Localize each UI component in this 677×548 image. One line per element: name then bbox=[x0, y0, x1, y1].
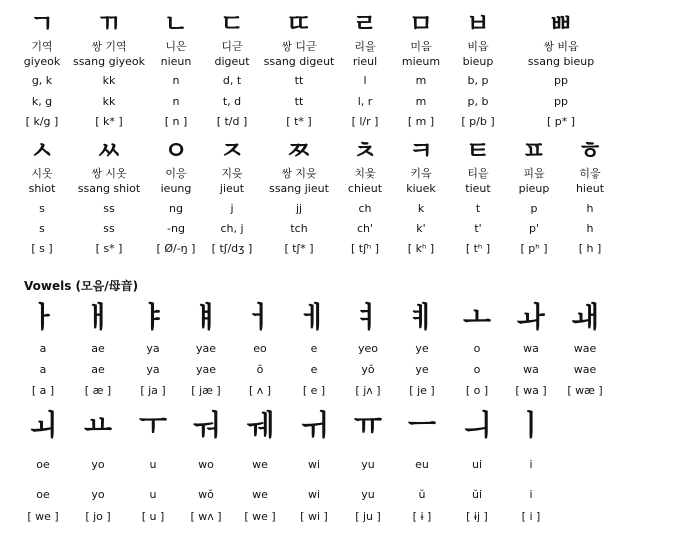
ipa: [ p* ] bbox=[546, 115, 576, 128]
revised-romanization: yae bbox=[195, 363, 217, 376]
letter-name: 니은 bbox=[165, 40, 187, 53]
hangul-glyph: ㅣ bbox=[516, 408, 546, 442]
hangul-glyph: ㅁ bbox=[408, 9, 434, 38]
revised-romanization: o bbox=[473, 363, 481, 376]
revised-romanization: we bbox=[252, 488, 268, 501]
ipa: [ tʃ* ] bbox=[284, 242, 314, 255]
ipa: [ wæ ] bbox=[567, 384, 603, 397]
transliteration: jj bbox=[295, 202, 303, 215]
revised-romanization: ya bbox=[146, 363, 160, 376]
hangul-glyph: ㅇ bbox=[163, 136, 189, 165]
ipa: [ wʌ ] bbox=[190, 510, 222, 523]
transliteration: t bbox=[475, 202, 481, 215]
transliteration: h bbox=[586, 202, 594, 215]
revised-romanization: ŏ bbox=[256, 363, 264, 376]
ipa: [ t/d ] bbox=[216, 115, 248, 128]
letter-romanized-name: ssang shiot bbox=[77, 182, 141, 195]
letter-name: 지읒 bbox=[221, 167, 243, 180]
revised-romanization: s bbox=[39, 222, 45, 235]
transliteration: yae bbox=[195, 342, 217, 355]
transliteration: n bbox=[172, 74, 180, 87]
letter-romanized-name: ssang digeut bbox=[263, 55, 335, 68]
ipa: [ o ] bbox=[465, 384, 489, 397]
ipa: [ wi ] bbox=[300, 510, 328, 523]
revised-romanization: ch, j bbox=[220, 222, 244, 235]
revised-romanization: kk bbox=[102, 95, 116, 108]
transliteration: wae bbox=[573, 342, 597, 355]
revised-romanization: wae bbox=[573, 363, 597, 376]
hangul-glyph: ㅛ bbox=[83, 408, 113, 442]
hangul-glyph: ㄹ bbox=[352, 9, 378, 38]
ipa: [ we ] bbox=[244, 510, 276, 523]
transliteration: ae bbox=[91, 342, 105, 355]
letter-romanized-name: kiuek bbox=[406, 182, 436, 195]
ipa: [ tʃ/dʒ ] bbox=[211, 242, 253, 255]
ipa: [ s ] bbox=[31, 242, 53, 255]
letter-name: 이응 bbox=[165, 167, 187, 180]
transliteration: yeo bbox=[357, 342, 379, 355]
transliteration: ch bbox=[358, 202, 372, 215]
transliteration: eu bbox=[415, 458, 429, 471]
letter-name: 쌍 비읍 bbox=[543, 40, 579, 53]
revised-romanization: ch' bbox=[356, 222, 374, 235]
hangul-glyph: ㅒ bbox=[191, 300, 221, 334]
hangul-glyph: ㅟ bbox=[299, 408, 329, 442]
hangul-glyph: ㄷ bbox=[219, 9, 245, 38]
ipa: [ je ] bbox=[409, 384, 435, 397]
letter-name: 키읔 bbox=[410, 167, 432, 180]
ipa: [ i ] bbox=[521, 510, 541, 523]
letter-romanized-name: bieup bbox=[462, 55, 494, 68]
letter-name: 기역 bbox=[31, 40, 53, 53]
transliteration: kk bbox=[102, 74, 116, 87]
ipa: [ m ] bbox=[407, 115, 435, 128]
ipa: [ ja ] bbox=[140, 384, 166, 397]
revised-romanization: k, g bbox=[31, 95, 53, 108]
revised-romanization: u bbox=[149, 488, 157, 501]
hangul-glyph: ㅌ bbox=[465, 136, 491, 165]
ipa: [ k/g ] bbox=[25, 115, 59, 128]
ipa: [ u ] bbox=[141, 510, 165, 523]
transliteration: p bbox=[530, 202, 538, 215]
ipa: [ pʰ ] bbox=[520, 242, 548, 255]
hangul-glyph: ㄴ bbox=[163, 9, 189, 38]
hangul-glyph: ㅍ bbox=[521, 136, 547, 165]
revised-romanization: wi bbox=[307, 488, 321, 501]
transliteration: ya bbox=[146, 342, 160, 355]
hangul-glyph: ㅢ bbox=[462, 408, 492, 442]
revised-romanization: t' bbox=[474, 222, 482, 235]
ipa: [ jæ ] bbox=[191, 384, 221, 397]
transliteration: yo bbox=[91, 458, 105, 471]
hangul-glyph: ㅝ bbox=[191, 408, 221, 442]
revised-romanization: pp bbox=[554, 95, 568, 108]
revised-romanization: h bbox=[586, 222, 594, 235]
revised-romanization: p, b bbox=[467, 95, 489, 108]
hangul-glyph: ㅈ bbox=[219, 136, 245, 165]
transliteration: pp bbox=[554, 74, 568, 87]
ipa: [ h ] bbox=[578, 242, 602, 255]
revised-romanization: ye bbox=[415, 363, 429, 376]
hangul-glyph: ㅆ bbox=[96, 136, 122, 165]
revised-romanization: ae bbox=[91, 363, 105, 376]
hangul-glyph: ㄱ bbox=[29, 9, 55, 38]
letter-romanized-name: nieun bbox=[160, 55, 192, 68]
transliteration: ui bbox=[471, 458, 483, 471]
ipa: [ ɨj ] bbox=[466, 510, 488, 523]
ipa: [ k* ] bbox=[95, 115, 123, 128]
letter-romanized-name: rieul bbox=[352, 55, 378, 68]
ipa: [ ju ] bbox=[355, 510, 381, 523]
revised-romanization: yŏ bbox=[361, 363, 375, 376]
letter-romanized-name: ieung bbox=[160, 182, 192, 195]
transliteration: tt bbox=[294, 74, 304, 87]
letter-name: 티읕 bbox=[467, 167, 489, 180]
letter-name: 쌍 디귿 bbox=[281, 40, 317, 53]
hangul-glyph: ㅔ bbox=[299, 300, 329, 334]
revised-romanization: l, r bbox=[357, 95, 373, 108]
hangul-glyph: ㄲ bbox=[96, 9, 122, 38]
ipa: [ l/r ] bbox=[351, 115, 379, 128]
transliteration: wo bbox=[198, 458, 214, 471]
hangul-glyph: ㅠ bbox=[353, 408, 383, 442]
ipa: [ wa ] bbox=[515, 384, 547, 397]
letter-name: 시옷 bbox=[31, 167, 53, 180]
hangul-glyph: ㅖ bbox=[407, 300, 437, 334]
transliteration: i bbox=[529, 458, 533, 471]
hangul-glyph: ㅎ bbox=[577, 136, 603, 165]
revised-romanization: yo bbox=[91, 488, 105, 501]
hangul-glyph: ㅘ bbox=[516, 300, 546, 334]
transliteration: k bbox=[417, 202, 425, 215]
letter-name: 비읍 bbox=[467, 40, 489, 53]
letter-romanized-name: jieut bbox=[219, 182, 245, 195]
letter-name: 미음 bbox=[410, 40, 432, 53]
ipa: [ t* ] bbox=[286, 115, 312, 128]
hangul-glyph: ㅜ bbox=[138, 408, 168, 442]
hangul-glyph: ㅋ bbox=[408, 136, 434, 165]
revised-romanization: yu bbox=[361, 488, 375, 501]
hangul-glyph: ㅏ bbox=[28, 300, 58, 334]
hangul-glyph: ㅚ bbox=[28, 408, 58, 442]
ipa: [ p/b ] bbox=[461, 115, 495, 128]
revised-romanization: oe bbox=[36, 488, 50, 501]
hangul-glyph: ㅉ bbox=[286, 136, 312, 165]
hangul-glyph: ㅃ bbox=[548, 9, 574, 38]
letter-romanized-name: digeut bbox=[214, 55, 250, 68]
transliteration: wi bbox=[307, 458, 321, 471]
transliteration: a bbox=[39, 342, 47, 355]
revised-romanization: e bbox=[310, 363, 318, 376]
revised-romanization: p' bbox=[528, 222, 540, 235]
letter-name: 히읗 bbox=[579, 167, 601, 180]
hangul-glyph: ㅐ bbox=[83, 300, 113, 334]
ipa: [ Ø/-ŋ ] bbox=[156, 242, 196, 255]
letter-romanized-name: shiot bbox=[28, 182, 56, 195]
transliteration: s bbox=[39, 202, 45, 215]
transliteration: g, k bbox=[31, 74, 53, 87]
transliteration: ye bbox=[415, 342, 429, 355]
letter-name: 피읖 bbox=[523, 167, 545, 180]
revised-romanization: m bbox=[415, 95, 427, 108]
letter-romanized-name: hieut bbox=[575, 182, 605, 195]
revised-romanization: i bbox=[529, 488, 533, 501]
revised-romanization: wŏ bbox=[198, 488, 214, 501]
hangul-glyph: ㅂ bbox=[465, 9, 491, 38]
hangul-glyph: ㅡ bbox=[407, 408, 437, 442]
hangul-glyph: ㅕ bbox=[353, 300, 383, 334]
hangul-glyph: ㅗ bbox=[462, 300, 492, 334]
letter-romanized-name: pieup bbox=[518, 182, 550, 195]
ipa: [ kʰ ] bbox=[407, 242, 435, 255]
hangul-glyph: ㅑ bbox=[138, 300, 168, 334]
transliteration: wa bbox=[523, 342, 539, 355]
ipa: [ ʌ ] bbox=[248, 384, 272, 397]
revised-romanization: t, d bbox=[222, 95, 242, 108]
letter-romanized-name: ssang giyeok bbox=[72, 55, 146, 68]
vowels-heading: Vowels (모음/母音) bbox=[24, 279, 139, 293]
letter-name: 쌍 기역 bbox=[91, 40, 127, 53]
ipa: [ ɨ ] bbox=[412, 510, 432, 523]
letter-romanized-name: chieut bbox=[347, 182, 383, 195]
revised-romanization: tch bbox=[290, 222, 308, 235]
ipa: [ we ] bbox=[27, 510, 59, 523]
transliteration: oe bbox=[36, 458, 50, 471]
revised-romanization: n bbox=[172, 95, 180, 108]
ipa: [ jo ] bbox=[85, 510, 111, 523]
transliteration: l bbox=[363, 74, 367, 87]
ipa: [ s* ] bbox=[95, 242, 123, 255]
transliteration: o bbox=[473, 342, 481, 355]
hangul-glyph: ㅙ bbox=[570, 300, 600, 334]
hangul-glyph: ㄸ bbox=[286, 9, 312, 38]
revised-romanization: tt bbox=[294, 95, 304, 108]
revised-romanization: wa bbox=[523, 363, 539, 376]
transliteration: ss bbox=[103, 202, 115, 215]
transliteration: eo bbox=[253, 342, 267, 355]
revised-romanization: ŭi bbox=[471, 488, 483, 501]
hangul-glyph: ㅊ bbox=[352, 136, 378, 165]
revised-romanization: k' bbox=[416, 222, 426, 235]
ipa: [ n ] bbox=[164, 115, 188, 128]
ipa: [ tʃʰ ] bbox=[350, 242, 380, 255]
revised-romanization: a bbox=[39, 363, 47, 376]
ipa: [ a ] bbox=[31, 384, 55, 397]
letter-name: 쌍 시옷 bbox=[91, 167, 127, 180]
letter-romanized-name: mieum bbox=[401, 55, 441, 68]
transliteration: e bbox=[310, 342, 318, 355]
transliteration: ng bbox=[169, 202, 183, 215]
letter-romanized-name: ssang bieup bbox=[527, 55, 595, 68]
transliteration: b, p bbox=[467, 74, 489, 87]
transliteration: u bbox=[149, 458, 157, 471]
letter-romanized-name: giyeok bbox=[23, 55, 61, 68]
ipa: [ e ] bbox=[302, 384, 326, 397]
transliteration: m bbox=[415, 74, 427, 87]
ipa: [ tʰ ] bbox=[465, 242, 491, 255]
hangul-glyph: ㅓ bbox=[245, 300, 275, 334]
letter-name: 치읓 bbox=[354, 167, 376, 180]
revised-romanization: ss bbox=[103, 222, 115, 235]
ipa: [ æ ] bbox=[84, 384, 112, 397]
letter-romanized-name: ssang jieut bbox=[269, 182, 329, 195]
transliteration: we bbox=[252, 458, 268, 471]
revised-romanization: -ng bbox=[167, 222, 185, 235]
letter-name: 쌍 지읒 bbox=[281, 167, 317, 180]
letter-romanized-name: tieut bbox=[465, 182, 491, 195]
ipa: [ jʌ ] bbox=[355, 384, 381, 397]
transliteration: yu bbox=[361, 458, 375, 471]
hangul-glyph: ㅞ bbox=[245, 408, 275, 442]
revised-romanization: ŭ bbox=[418, 488, 426, 501]
letter-name: 디귿 bbox=[221, 40, 243, 53]
letter-name: 리을 bbox=[354, 40, 376, 53]
transliteration: j bbox=[230, 202, 234, 215]
hangul-glyph: ㅅ bbox=[29, 136, 55, 165]
transliteration: d, t bbox=[222, 74, 242, 87]
